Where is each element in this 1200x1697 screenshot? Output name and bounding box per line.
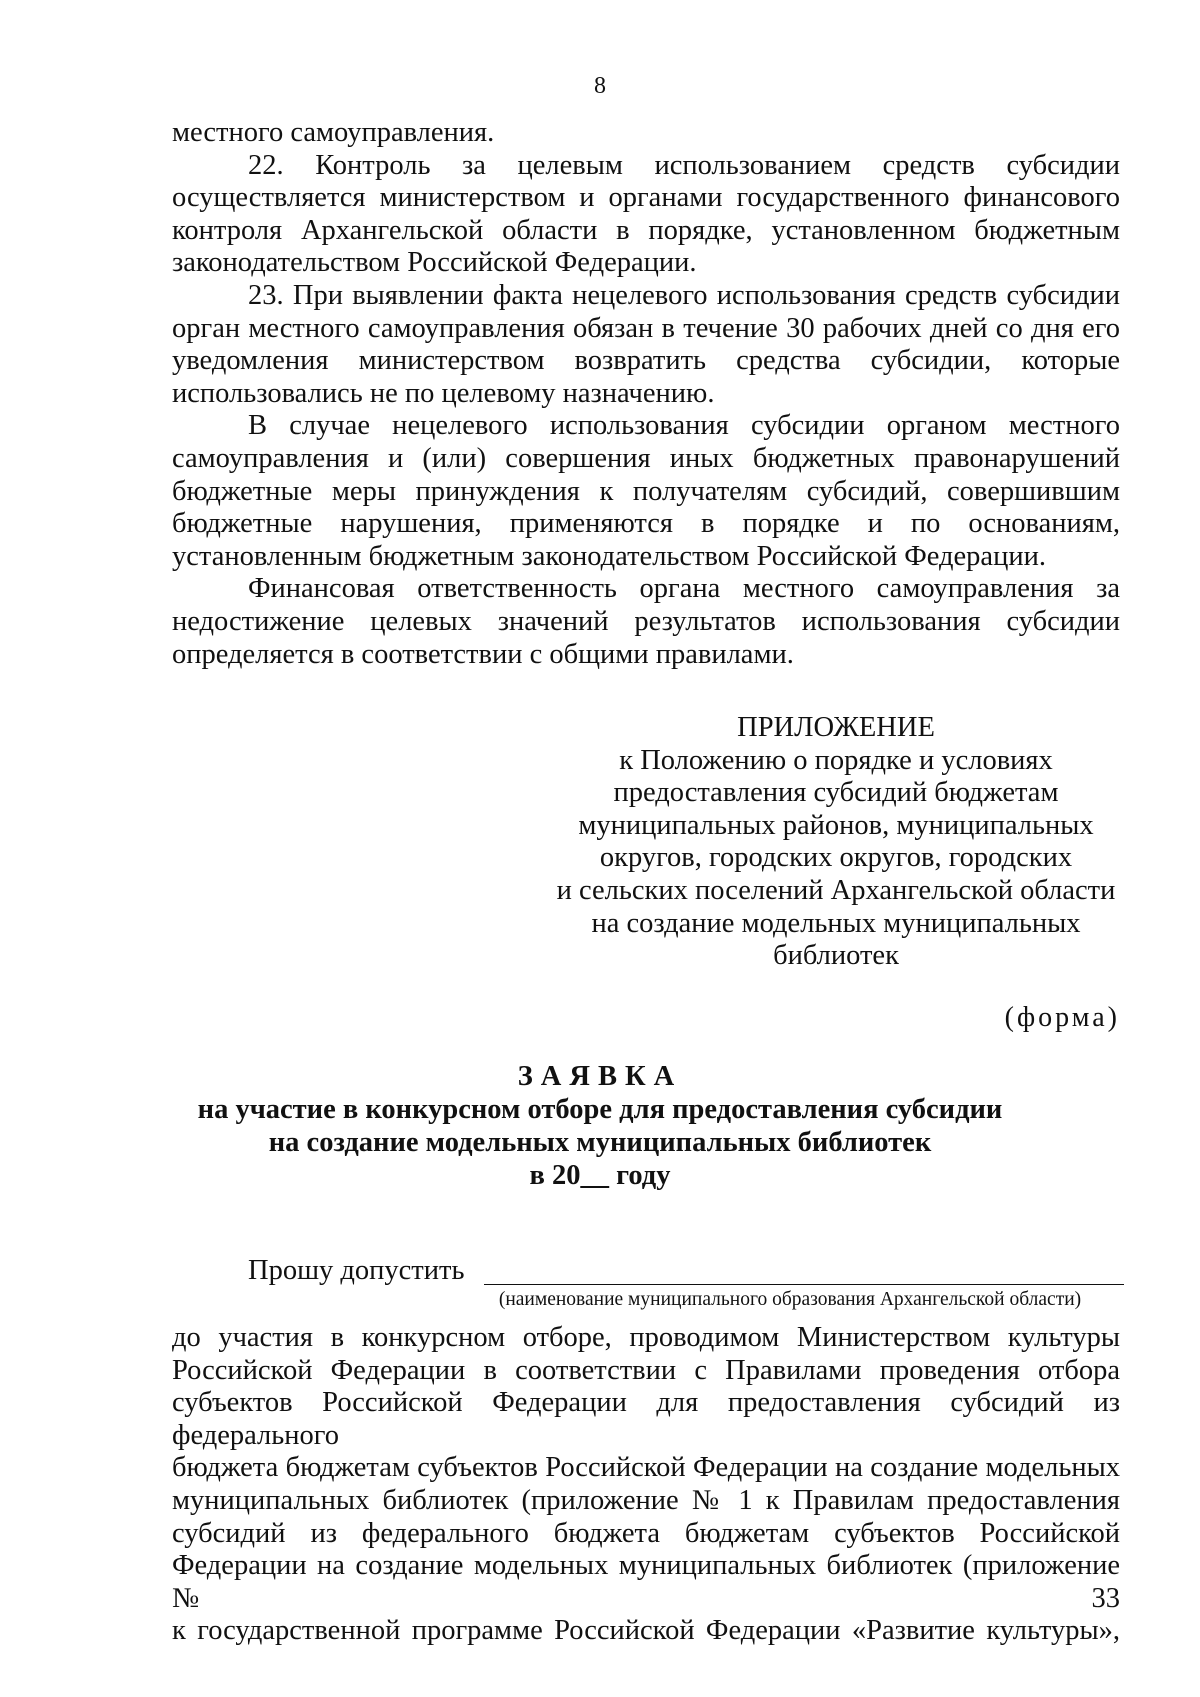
appendix-line: муниципальных районов, муниципальных bbox=[578, 809, 1094, 841]
continuation-line: до участия в конкурсном отборе, проводимом Министерством культуры bbox=[172, 1322, 1120, 1353]
appendix-line: на создание модельных муниципальных bbox=[591, 907, 1081, 939]
appendix-line: и сельских поселений Архангельской области bbox=[556, 874, 1116, 906]
municipality-field-caption: (наименование муниципального образования Архангельской области) bbox=[498, 1289, 1082, 1310]
appendix-title: ПРИЛОЖЕНИЕ bbox=[737, 712, 935, 743]
appendix-line: предоставления субсидий бюджетам bbox=[613, 777, 1059, 809]
continuation-line: субъектов Российской Федерации для предоставления субсидий из федерального bbox=[172, 1387, 1120, 1451]
appendix-line: библиотек bbox=[773, 940, 899, 972]
page-number: 8 bbox=[594, 73, 606, 99]
request-label: Прошу допустить bbox=[248, 1255, 465, 1286]
paragraph-22: 22. Контроль за целевым использованием средств субсидии осуществляется министерством и органами государственного финансового контроля Архангельской области в порядке, установленном бюджетным законодательством Российской Федерации. bbox=[172, 149, 1120, 279]
paragraph-23: 23. При выявлении факта нецелевого использования средств субсидии орган местного самоуправления обязан в течение 30 рабочих дней со дня его уведомления министерством возвратить средства субсидии, которые использовались не по целевому назначению. bbox=[172, 279, 1120, 409]
continuation-line: Федерации на создание модельных муниципальных библиотек (приложение № 33 bbox=[172, 1550, 1120, 1614]
appendix-block bbox=[548, 712, 1124, 973]
continuation-line: муниципальных библиотек (приложение № 1 к Правилам предоставления bbox=[172, 1484, 1120, 1516]
paragraph-financial-responsibility: Финансовая ответственность органа местного самоуправления за недостижение целевых значений результатов использования субсидии определяется в соответствии с общими правилами. bbox=[172, 573, 1120, 670]
application-year-line: в 20__ году bbox=[529, 1160, 671, 1191]
continuation-text bbox=[172, 1322, 1120, 1648]
application-subtitle-line: на создание модельных муниципальных библиотек bbox=[268, 1127, 932, 1158]
continuation-line: Российской Федерации в соответствии с Правилами проведения отбора bbox=[172, 1354, 1120, 1386]
paragraph-misuse-case: В случае нецелевого использования субсидии органом местного самоуправления и (или) совершения иных бюджетных правонарушений бюджетные меры принуждения к получателям субсидий, совершившим бюджетные нарушения, применяются в порядке и по основаниям, установленным бюджетным законодательством Российской Федерации. bbox=[172, 410, 1120, 572]
continuation-line: субсидий из федерального бюджета бюджетам субъектов Российской bbox=[172, 1517, 1120, 1549]
application-subtitle-line: на участие в конкурсном отборе для предоставления субсидии bbox=[197, 1094, 1003, 1125]
application-heading bbox=[0, 1060, 1200, 1192]
form-label: (форма) bbox=[1004, 1002, 1120, 1033]
request-row bbox=[248, 1254, 1124, 1288]
appendix-line: округов, городских округов, городских bbox=[599, 842, 1073, 874]
continuation-line: к государственной программе Российской Федерации «Развитие культуры», bbox=[172, 1615, 1120, 1647]
paragraph: местного самоуправления. bbox=[172, 117, 495, 148]
body-text bbox=[172, 117, 1120, 671]
continuation-line: бюджета бюджетам субъектов Российской Федерации на создание модельных bbox=[172, 1452, 1120, 1484]
municipality-name-field[interactable] bbox=[484, 1284, 1124, 1285]
appendix-line: к Положению о порядке и условиях bbox=[619, 744, 1053, 776]
application-title: ЗАЯВКА bbox=[517, 1061, 683, 1092]
